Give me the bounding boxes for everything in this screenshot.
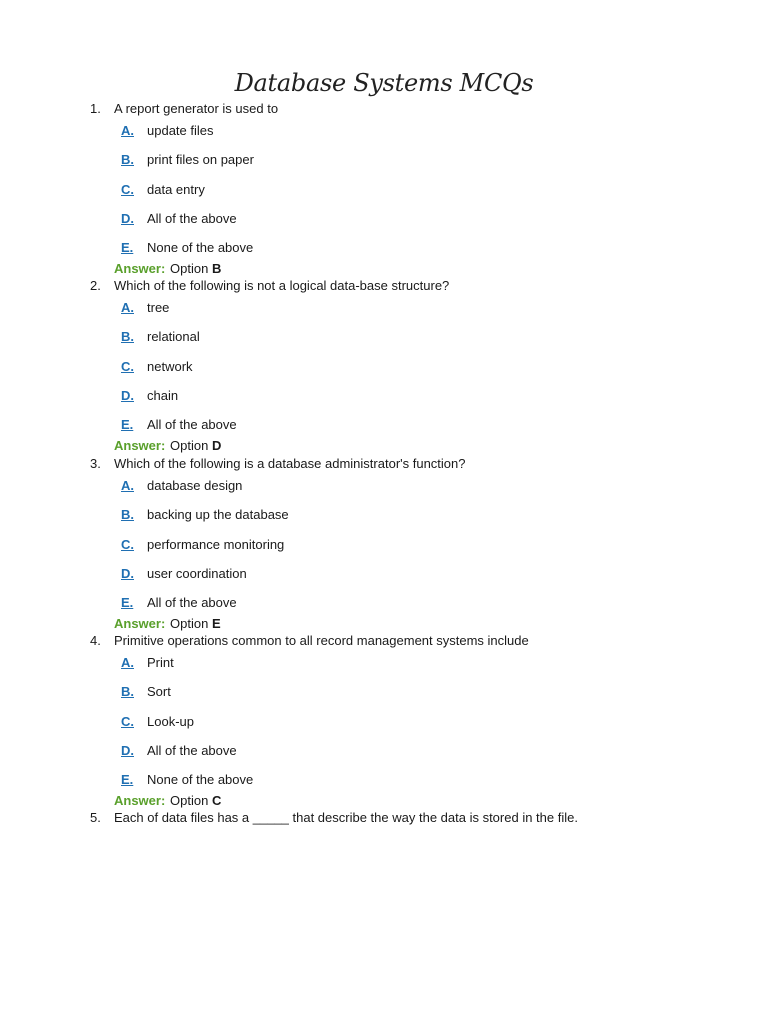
document-title: Database Systems MCQs xyxy=(234,69,534,97)
option-list xyxy=(0,654,768,800)
question-text: Primitive operations common to all record management systems include xyxy=(114,633,529,648)
answer-value xyxy=(170,793,221,809)
option-letter-link[interactable]: C. xyxy=(121,181,134,197)
option-letter-link[interactable]: A. xyxy=(121,123,134,138)
question-line xyxy=(0,809,768,827)
option-b[interactable] xyxy=(0,328,768,357)
option-letter-link[interactable]: B. xyxy=(121,684,134,700)
option-d[interactable] xyxy=(0,742,768,771)
option-letter-link[interactable]: A. xyxy=(121,478,134,493)
question-5 xyxy=(0,809,768,827)
option-b[interactable] xyxy=(0,151,768,180)
option-letter-link[interactable]: E. xyxy=(121,595,134,611)
answer-line xyxy=(0,616,768,632)
question-text: A report generator is used to xyxy=(114,101,279,116)
option-list xyxy=(0,122,768,268)
option-text: Sort xyxy=(147,684,171,700)
question-text: Which of the following is a database administrator's function? xyxy=(114,456,466,471)
option-c[interactable] xyxy=(0,713,768,742)
answer-letter: C xyxy=(211,793,222,809)
answer-line xyxy=(0,261,768,277)
option-a[interactable] xyxy=(0,477,768,506)
answer-prefix: Option xyxy=(170,438,209,454)
option-letter-link[interactable]: C. xyxy=(121,536,134,552)
option-b[interactable] xyxy=(0,506,768,535)
question-1 xyxy=(0,100,768,277)
option-text: All of the above xyxy=(147,742,237,758)
option-letter-link[interactable]: D. xyxy=(121,387,134,403)
option-letter-link[interactable]: B. xyxy=(121,507,134,523)
question-number: 1. xyxy=(90,101,101,116)
answer-letter: B xyxy=(211,261,222,277)
option-text: None of the above xyxy=(147,240,254,256)
option-a[interactable] xyxy=(0,299,768,328)
option-text: All of the above xyxy=(147,210,237,226)
option-text: chain xyxy=(147,387,179,403)
option-list xyxy=(0,477,768,623)
answer-prefix: Option xyxy=(170,616,209,632)
option-c[interactable] xyxy=(0,358,768,387)
option-c[interactable] xyxy=(0,181,768,210)
option-text: print files on paper xyxy=(147,152,254,168)
option-list xyxy=(0,299,768,445)
option-d[interactable] xyxy=(0,210,768,239)
question-number: 3. xyxy=(90,456,101,471)
option-letter-link[interactable]: C. xyxy=(121,713,134,729)
option-text: Look-up xyxy=(147,713,194,729)
answer-label: Answer: xyxy=(114,438,166,454)
option-text: backing up the database xyxy=(147,507,289,523)
question-line xyxy=(0,100,768,118)
option-text: All of the above xyxy=(147,595,237,611)
question-number: 5. xyxy=(90,810,101,825)
question-line xyxy=(0,632,768,650)
answer-label: Answer: xyxy=(114,616,166,632)
question-number: 4. xyxy=(90,633,101,648)
option-text: All of the above xyxy=(147,417,237,433)
option-letter-link[interactable]: E. xyxy=(121,772,134,788)
answer-line xyxy=(0,793,768,809)
answer-line xyxy=(0,438,768,454)
option-text: network xyxy=(147,358,193,374)
answer-label: Answer: xyxy=(114,793,166,809)
option-d[interactable] xyxy=(0,565,768,594)
option-b[interactable] xyxy=(0,683,768,712)
answer-label: Answer: xyxy=(114,261,166,277)
option-text: data entry xyxy=(147,181,205,197)
answer-value xyxy=(170,616,221,632)
option-text: user coordination xyxy=(147,565,247,581)
option-text: None of the above xyxy=(147,772,254,788)
question-text: Which of the following is not a logical data-base structure? xyxy=(114,278,450,293)
question-3 xyxy=(0,455,768,632)
option-letter-link[interactable]: E. xyxy=(121,417,134,433)
answer-prefix: Option xyxy=(170,793,209,809)
option-letter-link[interactable]: A. xyxy=(121,300,134,315)
option-letter-link[interactable]: B. xyxy=(121,329,134,345)
question-line xyxy=(0,277,768,295)
question-2 xyxy=(0,277,768,454)
option-d[interactable] xyxy=(0,387,768,416)
answer-value xyxy=(170,261,221,277)
option-letter-link[interactable]: B. xyxy=(121,152,134,168)
answer-value xyxy=(170,438,221,454)
option-text: performance monitoring xyxy=(147,536,285,552)
question-line xyxy=(0,455,768,473)
option-letter-link[interactable]: D. xyxy=(121,565,134,581)
option-text: tree xyxy=(147,300,170,315)
option-text: database design xyxy=(147,478,243,493)
option-text: Print xyxy=(147,655,174,670)
option-letter-link[interactable]: C. xyxy=(121,358,134,374)
answer-prefix: Option xyxy=(170,261,209,277)
option-letter-link[interactable]: D. xyxy=(121,742,134,758)
option-a[interactable] xyxy=(0,122,768,151)
option-letter-link[interactable]: D. xyxy=(121,210,134,226)
option-letter-link[interactable]: E. xyxy=(121,240,134,256)
question-4 xyxy=(0,632,768,809)
question-text: Each of data files has a _____ that describe the way the data is stored in the file. xyxy=(114,810,578,825)
option-letter-link[interactable]: A. xyxy=(121,655,134,670)
question-number: 2. xyxy=(90,278,101,293)
option-c[interactable] xyxy=(0,536,768,565)
option-text: relational xyxy=(147,329,200,345)
answer-letter: D xyxy=(211,438,222,454)
option-text: update files xyxy=(147,123,214,138)
answer-letter: E xyxy=(211,616,221,632)
option-a[interactable] xyxy=(0,654,768,683)
